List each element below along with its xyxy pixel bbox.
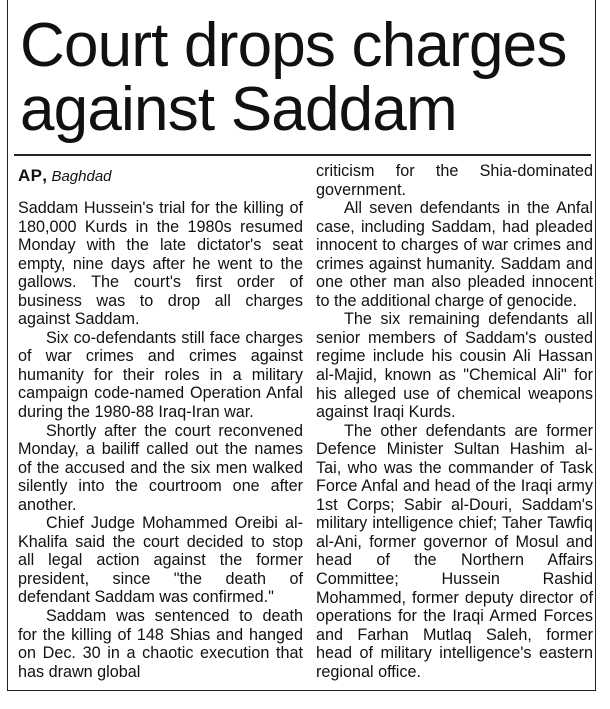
headline-line-1: Court drops charges — [20, 11, 567, 80]
byline-agency: AP — [18, 166, 43, 185]
right-paragraph-2: All seven defendants in the Anfal case, including Saddam, had pleaded innocent to charges of war crimes and crimes against humanity. Saddam and one other man also pleaded innocent to the additional charge of genocide. — [316, 199, 593, 310]
headline-divider — [14, 154, 591, 156]
left-paragraph-3: Shortly after the court reconvened Monday, a bailiff called out the names of the accused and the six men walked silently into the courtroom one after another. — [18, 421, 303, 514]
left-paragraph-2: Six co-defendants still face charges of war crimes and crimes against humanity for their roles in a military campaign code-named Operation Anfal during the 1980-88 Iraq-Iran war. — [18, 328, 303, 422]
left-paragraph-4: Chief Judge Mohammed Oreibi al-Khalifa said the court decided to stop all legal action against the former president, since "the death of defendant Saddam was confirmed." — [18, 514, 303, 607]
headline-line-2: against Saddam — [20, 75, 457, 144]
headline — [20, 11, 592, 144]
article-column-left — [18, 163, 303, 681]
byline-dateline: Baghdad — [51, 168, 112, 185]
byline-separator: , — [42, 166, 47, 185]
right-paragraph-4: The other defendants are former Defence Minister Sultan Hashim al-Tai, who was the commander of Task Force Anfal and head of the Iraqi army 1st Corps; Sabir al-Douri, Saddam's military intelligence chief; Taher Tawfiq al-Ani, former governor of Mosul and head of the Northern Affairs Committee; Hussein Rashid Mohammed, former deputy director of operations for the Iraqi Armed Forces and Farhan Mutlaq Saleh, former head of military intelligence's eastern regional office. — [316, 421, 593, 681]
right-column-rule — [595, 0, 596, 690]
left-paragraph-5: Saddam was sentenced to death for the killing of 148 Shias and hanged on Dec. 30 in a chaotic execution that has drawn global — [18, 607, 303, 681]
article-column-right — [316, 162, 593, 681]
left-border-rule — [7, 0, 8, 690]
bottom-border-rule — [7, 690, 596, 691]
left-paragraph-1: Saddam Hussein's trial for the killing of 180,000 Kurds in the 1980s resumed Monday with the late dictator's seat empty, nine days after he went to the gallows. The court's first order of business was to drop all charges against Saddam. — [18, 199, 303, 329]
right-paragraph-3: The six remaining defendants all senior members of Saddam's ousted regime include his cousin Ali Hassan al-Majid, known as "Chemical Ali" for his alleged use of chemical weapons against Iraqi Kurds. — [316, 310, 593, 422]
byline — [18, 163, 303, 199]
right-paragraph-1: criticism for the Shia-dominated government. — [316, 162, 593, 199]
